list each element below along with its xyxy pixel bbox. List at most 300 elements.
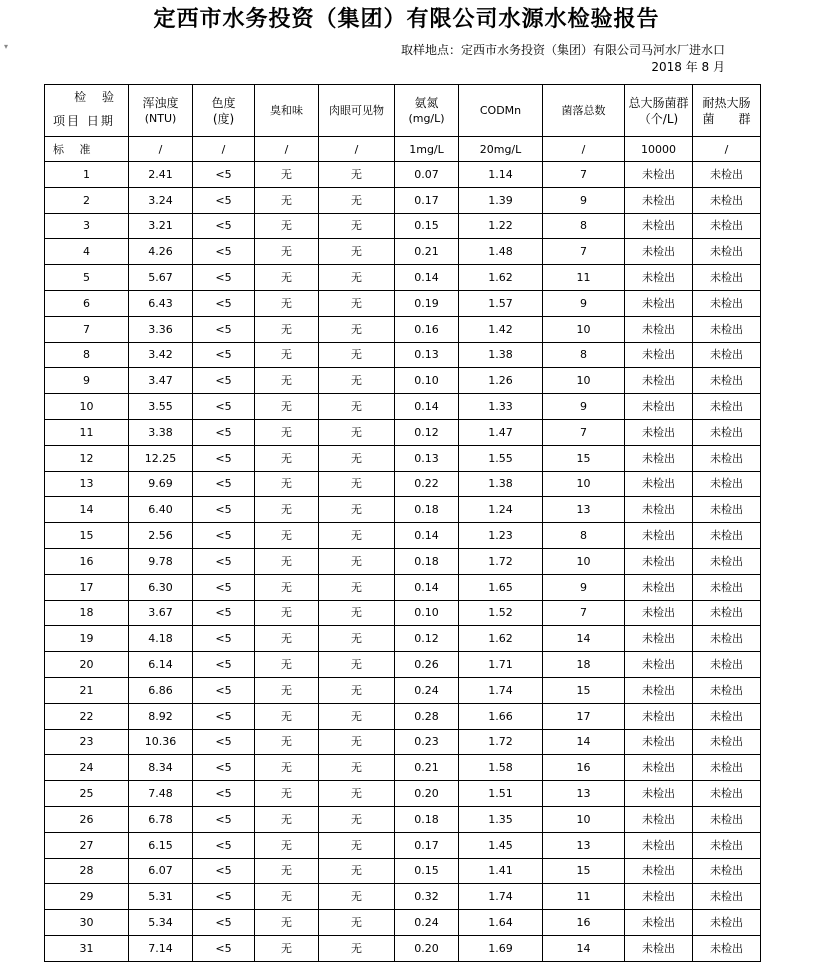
cell-coliform: 未检出 [625, 445, 693, 471]
cell-odor: 无 [255, 265, 319, 291]
cell-thermo-coliform: 未检出 [693, 523, 761, 549]
cell-thermo-coliform: 未检出 [693, 626, 761, 652]
cell-visible-matter: 无 [319, 368, 395, 394]
cell-day: 18 [45, 600, 129, 626]
cell-bacteria-count: 17 [543, 703, 625, 729]
cell-color: <5 [193, 703, 255, 729]
header-ammonia-unit: (mg/L) [408, 111, 445, 125]
table-row [45, 342, 761, 368]
cell-thermo-coliform: 未检出 [693, 729, 761, 755]
cell-coliform: 未检出 [625, 703, 693, 729]
cell-turbidity: 12.25 [129, 445, 193, 471]
cell-turbidity: 6.40 [129, 497, 193, 523]
cell-coliform: 未检出 [625, 626, 693, 652]
table-row [45, 884, 761, 910]
table-row [45, 239, 761, 265]
cell-ammonia: 0.20 [395, 935, 459, 961]
cell-odor: 无 [255, 342, 319, 368]
cell-codmn: 1.74 [459, 884, 543, 910]
cell-thermo-coliform: 未检出 [693, 935, 761, 961]
cell-visible-matter: 无 [319, 162, 395, 188]
cell-visible-matter: 无 [319, 213, 395, 239]
cell-bacteria-count: 10 [543, 471, 625, 497]
cell-odor: 无 [255, 239, 319, 265]
cell-codmn: 1.45 [459, 832, 543, 858]
cell-bacteria-count: 14 [543, 729, 625, 755]
cell-coliform: 未检出 [625, 677, 693, 703]
cell-coliform: 未检出 [625, 652, 693, 678]
cell-thermo-coliform: 未检出 [693, 652, 761, 678]
cell-turbidity: 5.67 [129, 265, 193, 291]
cell-codmn: 1.64 [459, 910, 543, 936]
cell-color: <5 [193, 832, 255, 858]
cell-codmn: 1.72 [459, 729, 543, 755]
cell-ammonia: 0.14 [395, 574, 459, 600]
cell-turbidity: 10.36 [129, 729, 193, 755]
cell-color: <5 [193, 162, 255, 188]
cell-color: <5 [193, 574, 255, 600]
cell-color: <5 [193, 419, 255, 445]
cell-ammonia: 0.14 [395, 394, 459, 420]
header-color [193, 85, 255, 137]
cell-ammonia: 0.21 [395, 239, 459, 265]
table-row [45, 471, 761, 497]
cell-bacteria-count: 9 [543, 187, 625, 213]
cell-ammonia: 0.26 [395, 652, 459, 678]
cell-visible-matter: 无 [319, 394, 395, 420]
table-row [45, 755, 761, 781]
cell-coliform: 未检出 [625, 574, 693, 600]
cell-turbidity: 6.14 [129, 652, 193, 678]
cell-odor: 无 [255, 806, 319, 832]
standard-cell: 10000 [625, 137, 693, 162]
cell-thermo-coliform: 未检出 [693, 265, 761, 291]
cell-thermo-coliform: 未检出 [693, 884, 761, 910]
cell-ammonia: 0.13 [395, 445, 459, 471]
table-row [45, 445, 761, 471]
cell-odor: 无 [255, 394, 319, 420]
cell-ammonia: 0.12 [395, 626, 459, 652]
cell-visible-matter: 无 [319, 316, 395, 342]
cell-visible-matter: 无 [319, 781, 395, 807]
cell-color: <5 [193, 910, 255, 936]
cell-color: <5 [193, 290, 255, 316]
cell-day: 29 [45, 884, 129, 910]
header-color-name: 色度 [211, 95, 236, 110]
cell-thermo-coliform: 未检出 [693, 445, 761, 471]
cell-odor: 无 [255, 703, 319, 729]
cell-day: 8 [45, 342, 129, 368]
cell-color: <5 [193, 677, 255, 703]
cell-codmn: 1.33 [459, 394, 543, 420]
cell-coliform: 未检出 [625, 497, 693, 523]
cell-coliform: 未检出 [625, 600, 693, 626]
cell-color: <5 [193, 523, 255, 549]
cell-odor: 无 [255, 419, 319, 445]
cell-codmn: 1.42 [459, 316, 543, 342]
cell-visible-matter: 无 [319, 884, 395, 910]
header-thermo-coliform [693, 85, 761, 137]
cell-codmn: 1.38 [459, 342, 543, 368]
cell-bacteria-count: 8 [543, 342, 625, 368]
cell-day: 17 [45, 574, 129, 600]
header-thermo-name-2: 菌 群 [702, 111, 751, 126]
cell-turbidity: 6.86 [129, 677, 193, 703]
cell-day: 2 [45, 187, 129, 213]
standard-cell: / [543, 137, 625, 162]
cell-odor: 无 [255, 600, 319, 626]
cell-day: 13 [45, 471, 129, 497]
cell-turbidity: 3.36 [129, 316, 193, 342]
standard-cell: 1mg/L [395, 137, 459, 162]
cell-visible-matter: 无 [319, 626, 395, 652]
cell-odor: 无 [255, 884, 319, 910]
table-row [45, 806, 761, 832]
standard-cell: / [693, 137, 761, 162]
cell-color: <5 [193, 213, 255, 239]
table-row [45, 910, 761, 936]
cell-odor: 无 [255, 213, 319, 239]
header-coliform [625, 85, 693, 137]
cell-codmn: 1.69 [459, 935, 543, 961]
cell-codmn: 1.35 [459, 806, 543, 832]
cell-thermo-coliform: 未检出 [693, 187, 761, 213]
cell-bacteria-count: 14 [543, 935, 625, 961]
standard-cell: / [319, 137, 395, 162]
cell-day: 30 [45, 910, 129, 936]
cell-day: 20 [45, 652, 129, 678]
cell-bacteria-count: 7 [543, 162, 625, 188]
cell-ammonia: 0.13 [395, 342, 459, 368]
data-rows [45, 162, 761, 962]
cell-ammonia: 0.24 [395, 677, 459, 703]
cell-turbidity: 5.34 [129, 910, 193, 936]
cell-color: <5 [193, 652, 255, 678]
cell-bacteria-count: 10 [543, 368, 625, 394]
cell-bacteria-count: 9 [543, 394, 625, 420]
cell-day: 27 [45, 832, 129, 858]
table-row [45, 316, 761, 342]
cell-codmn: 1.58 [459, 755, 543, 781]
cell-codmn: 1.26 [459, 368, 543, 394]
cell-bacteria-count: 13 [543, 832, 625, 858]
cell-color: <5 [193, 884, 255, 910]
cell-bacteria-count: 9 [543, 290, 625, 316]
cell-visible-matter: 无 [319, 523, 395, 549]
table-row [45, 419, 761, 445]
cell-thermo-coliform: 未检出 [693, 162, 761, 188]
cell-turbidity: 8.92 [129, 703, 193, 729]
cell-day: 3 [45, 213, 129, 239]
header-color-unit: (度) [212, 111, 235, 126]
cell-bacteria-count: 8 [543, 213, 625, 239]
cell-thermo-coliform: 未检出 [693, 497, 761, 523]
header-thermo-name: 耐热大肠 [702, 95, 751, 110]
cell-thermo-coliform: 未检出 [693, 316, 761, 342]
cell-codmn: 1.41 [459, 858, 543, 884]
standard-cell: / [255, 137, 319, 162]
cell-color: <5 [193, 600, 255, 626]
cell-visible-matter: 无 [319, 729, 395, 755]
cell-color: <5 [193, 342, 255, 368]
cell-coliform: 未检出 [625, 806, 693, 832]
cell-turbidity: 9.69 [129, 471, 193, 497]
cell-codmn: 1.71 [459, 652, 543, 678]
cell-color: <5 [193, 471, 255, 497]
report-title: 定西市水务投资（集团）有限公司水源水检验报告 [153, 7, 660, 32]
cell-visible-matter: 无 [319, 265, 395, 291]
cell-codmn: 1.51 [459, 781, 543, 807]
table-row [45, 832, 761, 858]
cell-ammonia: 0.28 [395, 703, 459, 729]
cell-codmn: 1.48 [459, 239, 543, 265]
water-quality-table [44, 84, 761, 962]
cell-bacteria-count: 10 [543, 806, 625, 832]
cell-visible-matter: 无 [319, 832, 395, 858]
cell-thermo-coliform: 未检出 [693, 858, 761, 884]
cell-codmn: 1.14 [459, 162, 543, 188]
cell-coliform: 未检出 [625, 755, 693, 781]
cell-bacteria-count: 15 [543, 858, 625, 884]
cell-thermo-coliform: 未检出 [693, 600, 761, 626]
cell-color: <5 [193, 548, 255, 574]
cell-ammonia: 0.18 [395, 806, 459, 832]
cell-color: <5 [193, 316, 255, 342]
sampling-location: 取样地点：定西市水务投资（集团）有限公司马河水厂进水口 [400, 43, 725, 57]
cell-turbidity: 4.26 [129, 239, 193, 265]
standard-row [45, 137, 761, 162]
cell-color: <5 [193, 806, 255, 832]
cell-odor: 无 [255, 935, 319, 961]
cell-turbidity: 3.67 [129, 600, 193, 626]
table-row [45, 626, 761, 652]
cell-color: <5 [193, 394, 255, 420]
cell-odor: 无 [255, 445, 319, 471]
cell-codmn: 1.22 [459, 213, 543, 239]
cell-coliform: 未检出 [625, 523, 693, 549]
cell-coliform: 未检出 [625, 548, 693, 574]
header-turbidity-name: 浑浊度 [142, 95, 179, 110]
cell-odor: 无 [255, 910, 319, 936]
cell-odor: 无 [255, 187, 319, 213]
cell-visible-matter: 无 [319, 806, 395, 832]
table-row [45, 703, 761, 729]
table-row [45, 677, 761, 703]
cell-day: 5 [45, 265, 129, 291]
standard-cell: / [193, 137, 255, 162]
header-odor: 臭和味 [255, 85, 319, 137]
cell-day: 28 [45, 858, 129, 884]
cell-turbidity: 3.24 [129, 187, 193, 213]
cell-odor: 无 [255, 316, 319, 342]
cell-thermo-coliform: 未检出 [693, 213, 761, 239]
cell-coliform: 未检出 [625, 368, 693, 394]
cell-bacteria-count: 7 [543, 419, 625, 445]
cell-coliform: 未检出 [625, 290, 693, 316]
cell-turbidity: 7.14 [129, 935, 193, 961]
cell-ammonia: 0.10 [395, 600, 459, 626]
cell-visible-matter: 无 [319, 677, 395, 703]
cell-ammonia: 0.18 [395, 497, 459, 523]
cell-codmn: 1.23 [459, 523, 543, 549]
cell-ammonia: 0.17 [395, 187, 459, 213]
cell-visible-matter: 无 [319, 419, 395, 445]
cell-thermo-coliform: 未检出 [693, 368, 761, 394]
cell-codmn: 1.39 [459, 187, 543, 213]
cell-coliform: 未检出 [625, 832, 693, 858]
cell-odor: 无 [255, 497, 319, 523]
cell-coliform: 未检出 [625, 781, 693, 807]
cell-visible-matter: 无 [319, 858, 395, 884]
standard-label: 标 准 [45, 137, 129, 162]
cell-ammonia: 0.16 [395, 316, 459, 342]
cell-turbidity: 3.55 [129, 394, 193, 420]
cell-turbidity: 3.21 [129, 213, 193, 239]
header-turbidity [129, 85, 193, 137]
cell-bacteria-count: 10 [543, 316, 625, 342]
cell-ammonia: 0.15 [395, 858, 459, 884]
cell-turbidity: 6.15 [129, 832, 193, 858]
table-row [45, 368, 761, 394]
table-row [45, 858, 761, 884]
cell-day: 9 [45, 368, 129, 394]
cell-color: <5 [193, 187, 255, 213]
page-marker-icon: ▾ [4, 42, 9, 51]
cell-coliform: 未检出 [625, 342, 693, 368]
header-ammonia [395, 85, 459, 137]
cell-day: 25 [45, 781, 129, 807]
cell-ammonia: 0.15 [395, 213, 459, 239]
corner-bottom-label: 项目 日期 [53, 114, 115, 128]
cell-bacteria-count: 9 [543, 574, 625, 600]
cell-color: <5 [193, 265, 255, 291]
table-row [45, 652, 761, 678]
cell-thermo-coliform: 未检出 [693, 832, 761, 858]
cell-turbidity: 6.30 [129, 574, 193, 600]
cell-coliform: 未检出 [625, 729, 693, 755]
cell-coliform: 未检出 [625, 419, 693, 445]
cell-codmn: 1.66 [459, 703, 543, 729]
cell-ammonia: 0.14 [395, 523, 459, 549]
table-row [45, 290, 761, 316]
cell-thermo-coliform: 未检出 [693, 290, 761, 316]
cell-visible-matter: 无 [319, 652, 395, 678]
header-turbidity-unit: (NTU) [144, 111, 177, 125]
cell-visible-matter: 无 [319, 471, 395, 497]
cell-odor: 无 [255, 729, 319, 755]
cell-thermo-coliform: 未检出 [693, 471, 761, 497]
cell-odor: 无 [255, 626, 319, 652]
cell-visible-matter: 无 [319, 755, 395, 781]
cell-odor: 无 [255, 677, 319, 703]
table-row [45, 213, 761, 239]
cell-coliform: 未检出 [625, 394, 693, 420]
cell-coliform: 未检出 [625, 935, 693, 961]
cell-odor: 无 [255, 290, 319, 316]
cell-ammonia: 0.17 [395, 832, 459, 858]
cell-coliform: 未检出 [625, 265, 693, 291]
cell-bacteria-count: 11 [543, 884, 625, 910]
cell-thermo-coliform: 未检出 [693, 781, 761, 807]
cell-visible-matter: 无 [319, 497, 395, 523]
cell-bacteria-count: 15 [543, 677, 625, 703]
cell-coliform: 未检出 [625, 471, 693, 497]
cell-coliform: 未检出 [625, 884, 693, 910]
cell-codmn: 1.62 [459, 265, 543, 291]
cell-thermo-coliform: 未检出 [693, 755, 761, 781]
cell-codmn: 1.24 [459, 497, 543, 523]
cell-bacteria-count: 13 [543, 497, 625, 523]
standard-cell: / [129, 137, 193, 162]
cell-visible-matter: 无 [319, 239, 395, 265]
cell-thermo-coliform: 未检出 [693, 574, 761, 600]
cell-visible-matter: 无 [319, 600, 395, 626]
cell-ammonia: 0.32 [395, 884, 459, 910]
cell-codmn: 1.57 [459, 290, 543, 316]
cell-thermo-coliform: 未检出 [693, 548, 761, 574]
cell-odor: 无 [255, 523, 319, 549]
header-coliform-unit: （个/L) [638, 111, 679, 126]
cell-turbidity: 6.78 [129, 806, 193, 832]
cell-thermo-coliform: 未检出 [693, 239, 761, 265]
cell-codmn: 1.62 [459, 626, 543, 652]
cell-coliform: 未检出 [625, 213, 693, 239]
cell-odor: 无 [255, 858, 319, 884]
cell-day: 21 [45, 677, 129, 703]
cell-codmn: 1.55 [459, 445, 543, 471]
header-row [45, 85, 761, 137]
cell-day: 31 [45, 935, 129, 961]
cell-day: 15 [45, 523, 129, 549]
cell-day: 1 [45, 162, 129, 188]
cell-turbidity: 6.07 [129, 858, 193, 884]
cell-visible-matter: 无 [319, 935, 395, 961]
header-ammonia-name: 氨氮 [414, 95, 439, 110]
cell-ammonia: 0.21 [395, 755, 459, 781]
table-row [45, 600, 761, 626]
cell-odor: 无 [255, 574, 319, 600]
cell-bacteria-count: 13 [543, 781, 625, 807]
cell-bacteria-count: 10 [543, 548, 625, 574]
cell-ammonia: 0.18 [395, 548, 459, 574]
cell-color: <5 [193, 935, 255, 961]
cell-bacteria-count: 11 [543, 265, 625, 291]
cell-bacteria-count: 8 [543, 523, 625, 549]
cell-odor: 无 [255, 652, 319, 678]
cell-coliform: 未检出 [625, 316, 693, 342]
cell-color: <5 [193, 729, 255, 755]
cell-coliform: 未检出 [625, 858, 693, 884]
cell-codmn: 1.65 [459, 574, 543, 600]
cell-color: <5 [193, 239, 255, 265]
cell-visible-matter: 无 [319, 703, 395, 729]
table-row [45, 548, 761, 574]
table-row [45, 394, 761, 420]
header-bacteria-count: 菌落总数 [543, 85, 625, 137]
cell-visible-matter: 无 [319, 574, 395, 600]
cell-turbidity: 8.34 [129, 755, 193, 781]
table-row [45, 162, 761, 188]
cell-coliform: 未检出 [625, 187, 693, 213]
cell-bacteria-count: 16 [543, 910, 625, 936]
table-row [45, 497, 761, 523]
cell-codmn: 1.74 [459, 677, 543, 703]
cell-day: 26 [45, 806, 129, 832]
cell-color: <5 [193, 368, 255, 394]
cell-color: <5 [193, 781, 255, 807]
cell-ammonia: 0.22 [395, 471, 459, 497]
cell-odor: 无 [255, 368, 319, 394]
